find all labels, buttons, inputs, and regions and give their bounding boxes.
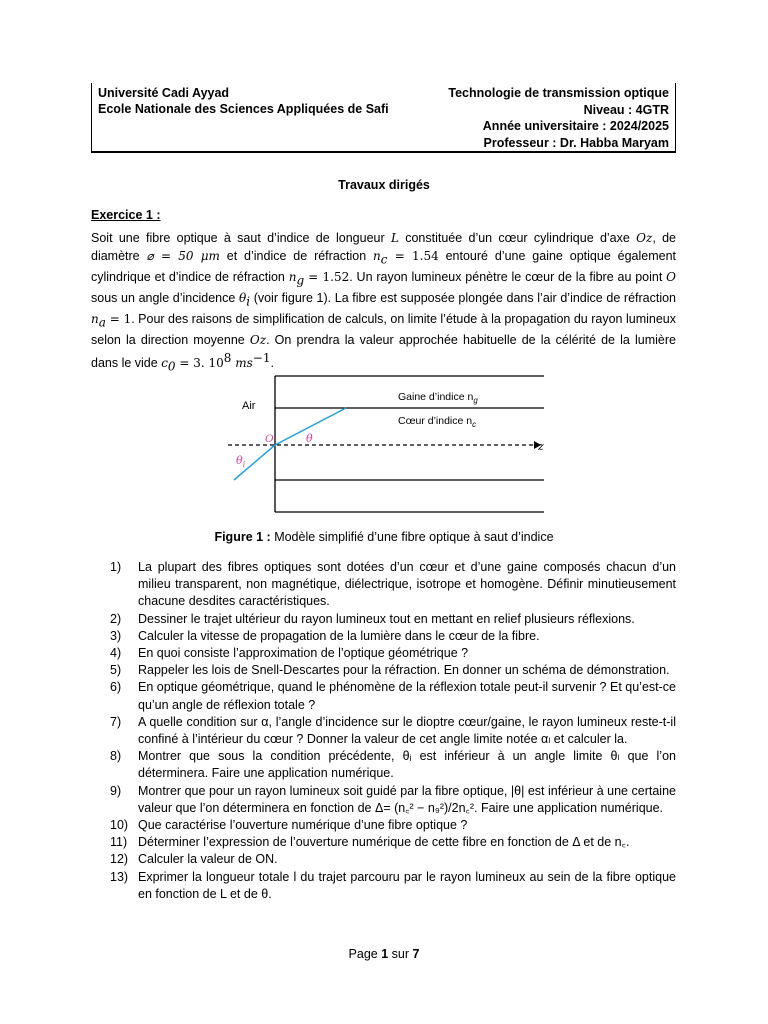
figure-caption [0, 530, 768, 544]
math-L: L [390, 231, 399, 245]
header-left [98, 85, 389, 117]
list-item: 9) Montrer que pour un rayon lumineux soit guidé par la fibre optique, |θ| est inférieur à une certaine valeur que l’on déterminera en fonction de Δ= (n꜀² − n₉²)/2n꜀². Faire une application numérique. [110, 783, 676, 815]
intro-text: . [270, 355, 274, 370]
list-item: 3) Calculer la vitesse de propagation de la lumière dans le cœur de la fibre. [110, 628, 540, 643]
intro-text: . On prendra la valeur approchée habituelle de la célérité de la lumière dans le vide [91, 332, 676, 370]
header-right [448, 85, 669, 151]
math-c0-unit-exp: −1 [252, 350, 271, 365]
exercise-title: Exercice 1 : [91, 208, 161, 222]
theta-label: θ [306, 432, 313, 445]
list-item: 2) Dessiner le trajet ultérieur du rayon lumineux tout en mettant en relief plusieurs réflexions. [110, 611, 635, 626]
caption-text: Modèle simplifié d’une fibre optique à saut d’indice [270, 530, 554, 544]
math-c0: c [161, 355, 168, 370]
intro-text: constituée d’un cœur cylindrique d’axe [398, 231, 637, 245]
list-item: 5) Rappeler les lois de Snell-Descartes pour la réfraction. En donner un schéma de démonstration. [110, 663, 670, 678]
intro-text: Soit une fibre optique à saut d’indice de longueur [91, 231, 391, 245]
math-c0-unit: ms [231, 355, 253, 370]
math-na-value: = 1 [105, 311, 132, 326]
header-box [91, 83, 676, 153]
page-title: Travaux dirigés [338, 178, 430, 192]
math-c0-exp: 8 [223, 350, 232, 365]
intro-text: . Un rayon lumineux pénètre le cœur de la fibre au point [349, 269, 667, 284]
list-item: 1) La plupart des fibres optiques sont dotées d’un cœur et d’une gaine composés chacun d’un milieu transparent, non magnétique, diélectrique, isotrope et homogène. Définir minutieusement chacune desdites caractéristiques. [110, 560, 676, 609]
math-nc: n [373, 248, 381, 263]
list-item: 10) Que caractérise l’ouverture numérique d’une fibre optique ? [110, 818, 468, 833]
list-item: 6) En optique géométrique, quand le phénomène de la réflexion totale peut-il survenir ? Et qu’est-ce qu’un angle de réflexion totale ? [110, 680, 676, 712]
math-c0-sub: 0 [167, 359, 176, 374]
list-item: 7) A quelle condition sur α, l’angle d’incidence sur le dioptre cœur/gaine, le rayon lumineux reste-t-il confiné à l’intérieur du cœur ? Donner la valeur de cet angle limite notée αₗ et calculer la. [110, 714, 676, 747]
math-c0-value: = 3. 10 [175, 355, 224, 370]
caption-label: Figure 1 : [214, 530, 271, 544]
math-na-sub: a [98, 315, 106, 330]
core-label: Cœur d’indice $n_c$ [398, 415, 477, 429]
math-ng-value: = 1.52 [304, 269, 350, 284]
academic-year: Année universitaire : 2024/2025 [482, 119, 669, 133]
list-item: 8) Montrer que sous la condition précédente, θᵢ est inférieur à un angle limite θₗ que l’on déterminera. Faire une application numérique. [110, 749, 676, 781]
math-nc-sub: c [380, 252, 388, 267]
intro-text: . Pour des raisons de simplification de calculs, on limite l’étude à la propagation du rayon lumineux selon la direction moyenne [91, 311, 676, 347]
intro-text: et d’indice de réfraction [219, 248, 374, 263]
list-item: 11) Déterminer l’expression de l’ouverture numérique de cette fibre en fonction de Δ et de n꜀. [110, 835, 630, 850]
math-Oz: Oz [636, 231, 653, 245]
intro-text: , de diamètre [91, 231, 676, 263]
math-diameter: ⌀ = 50 μm [146, 248, 220, 263]
math-Oz: Oz [249, 332, 267, 347]
page-footer: Page 1 sur 7 [348, 947, 420, 961]
cladding-label: Gaine d’indice $n_g$ [398, 391, 478, 405]
university-name: Université Cadi Ayyad [98, 86, 230, 100]
professor: Professeur : Dr. Habba Maryam [483, 135, 669, 150]
math-nc-value: = 1.54 [387, 248, 439, 263]
origin-label: O [265, 433, 274, 445]
math-ng: n [288, 269, 297, 284]
school-name: Ecole Nationale des Sciences Appliquées de Safi [98, 102, 389, 116]
math-theta-i: θ [238, 290, 247, 305]
air-label: Air [242, 400, 256, 412]
theta-i-label: $\theta_i$ [236, 454, 246, 469]
list-item: 4) En quoi consiste l’approximation de l’optique géométrique ? [110, 646, 469, 661]
intro-text: sous un angle d’incidence [91, 290, 239, 305]
fiber-diagram [228, 372, 558, 517]
list-item: 12) Calculer la valeur de ON. [110, 852, 278, 867]
math-theta-i-sub: i [246, 294, 251, 309]
list-item: 13) Exprimer la longueur totale l du trajet parcouru par le rayon lumineux au sein de la fibre optique en fonction de L et de θ. [110, 869, 676, 901]
math-O: O [666, 269, 676, 284]
math-na: n [91, 311, 99, 326]
course-title: Technologie de transmission optique [448, 86, 669, 100]
intro-paragraph [91, 230, 676, 376]
z-axis-label: z [538, 440, 544, 453]
math-ng-sub: g [296, 273, 305, 288]
question-list [110, 559, 676, 903]
level: Niveau : 4GTR [583, 102, 669, 117]
intro-text: entouré d’une gaine optique également cylindrique et d’indice de réfraction [91, 248, 677, 284]
intro-text: (voir figure 1). La fibre est supposée plongée dans l’air d’indice de réfraction [250, 290, 677, 305]
